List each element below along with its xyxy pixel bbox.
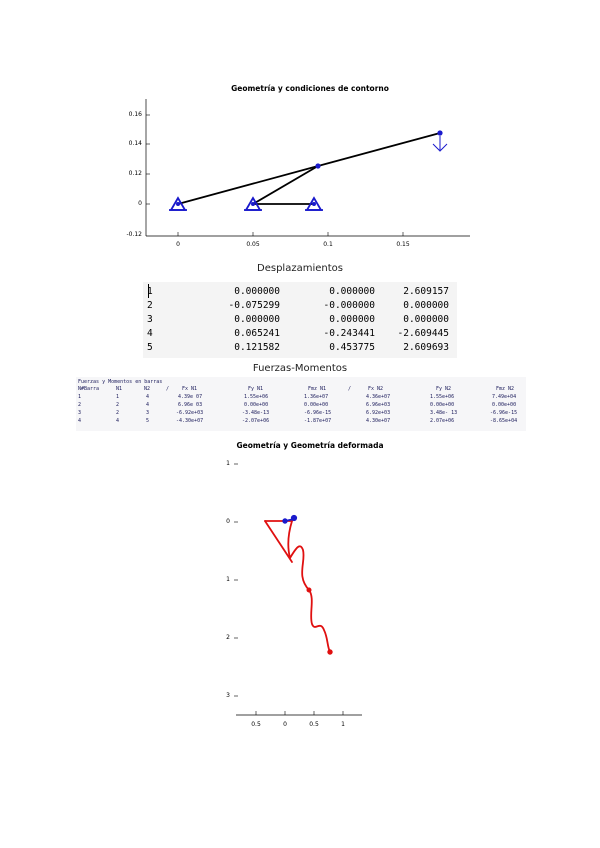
table-row: 3 2 3 -6.92e+03 -3.48e-13 -6.96e-15 6.92e+03 3.48e- 13 -6.96e-15 [78,410,518,416]
displacements-title: Desplazamientos [257,263,343,274]
deformed-geometry [265,521,332,654]
table-row: 4 0.065241 -0.243441 -2.609445 [147,328,449,339]
figure1-y-tick: 0.12 [128,170,142,177]
table-row: 1 1 4 4.39e 07 1.55e+06 1.36e+07 4.36e+07 1.55e+06 7.49e+04 [78,394,517,400]
table-row: 2 2 4 6.96e 03 0.00e+00 0.00e+00 6.96e+03 0.00e+00 0.00e+00 [78,402,517,408]
forces-caption: Fuerzas y Momentos en barras [78,379,163,385]
figure1-y-tick: 0.14 [128,140,142,147]
figure1-x-tick: 0.15 [396,241,410,248]
figure2-y-tick: 1 [226,576,230,583]
figure1-plot [0,0,600,260]
bar-2 [253,166,318,204]
figure1-x-tick: 0.1 [323,241,333,248]
figure2-y-tick: 0 [226,518,230,525]
table-row: 3 0.000000 0.000000 0.000000 [147,314,449,325]
figure2-plot [0,450,600,740]
load-arrow-icon [433,136,447,151]
forces-title: Fuerzas-Momentos [252,363,348,374]
node-5 [437,130,442,135]
figure2-y-tick: 2 [226,634,230,641]
node-4 [315,163,320,168]
table-row: 4 4 5 -4.30e+07 -2.07e+06 -1.87e+07 4.30e+07 2.07e+06 -8.65e+04 [78,418,518,424]
figure2-x-tick: 0.5 [251,721,261,728]
figure2-y-tick: 1 [226,460,230,467]
figure2-x-tick: 1 [341,721,345,728]
figure1-y-tick: 0.16 [128,111,142,118]
table-row: 2 -0.075299 -0.000000 0.000000 [147,300,449,311]
figure2-x-tick: 0.5 [309,721,319,728]
figure1-x-tick: 0 [176,241,180,248]
figure2-x-tick: 0 [283,721,287,728]
forces-header-row: N#Barra N1 N2 / Fx N1 Fy N1 Fmz N1 / Fx N2 Fy N2 Fmz N2 [78,386,515,392]
figure1-x-tick: 0.05 [246,241,260,248]
bar-1 [178,166,318,204]
figure2-y-tick: 3 [226,692,230,699]
figure1-y-tick: -0.12 [126,231,142,238]
table-row: 1 0.000000 0.000000 2.609157 [147,286,449,297]
table-row: 5 0.121582 0.453775 2.609693 [147,342,449,353]
figure1-title: Geometría y condiciones de contorno [231,84,389,93]
bar-5 [318,133,440,166]
figure2-title: Geometría y Geometría deformada [236,441,384,450]
figure1-y-tick: 0 [138,200,142,207]
